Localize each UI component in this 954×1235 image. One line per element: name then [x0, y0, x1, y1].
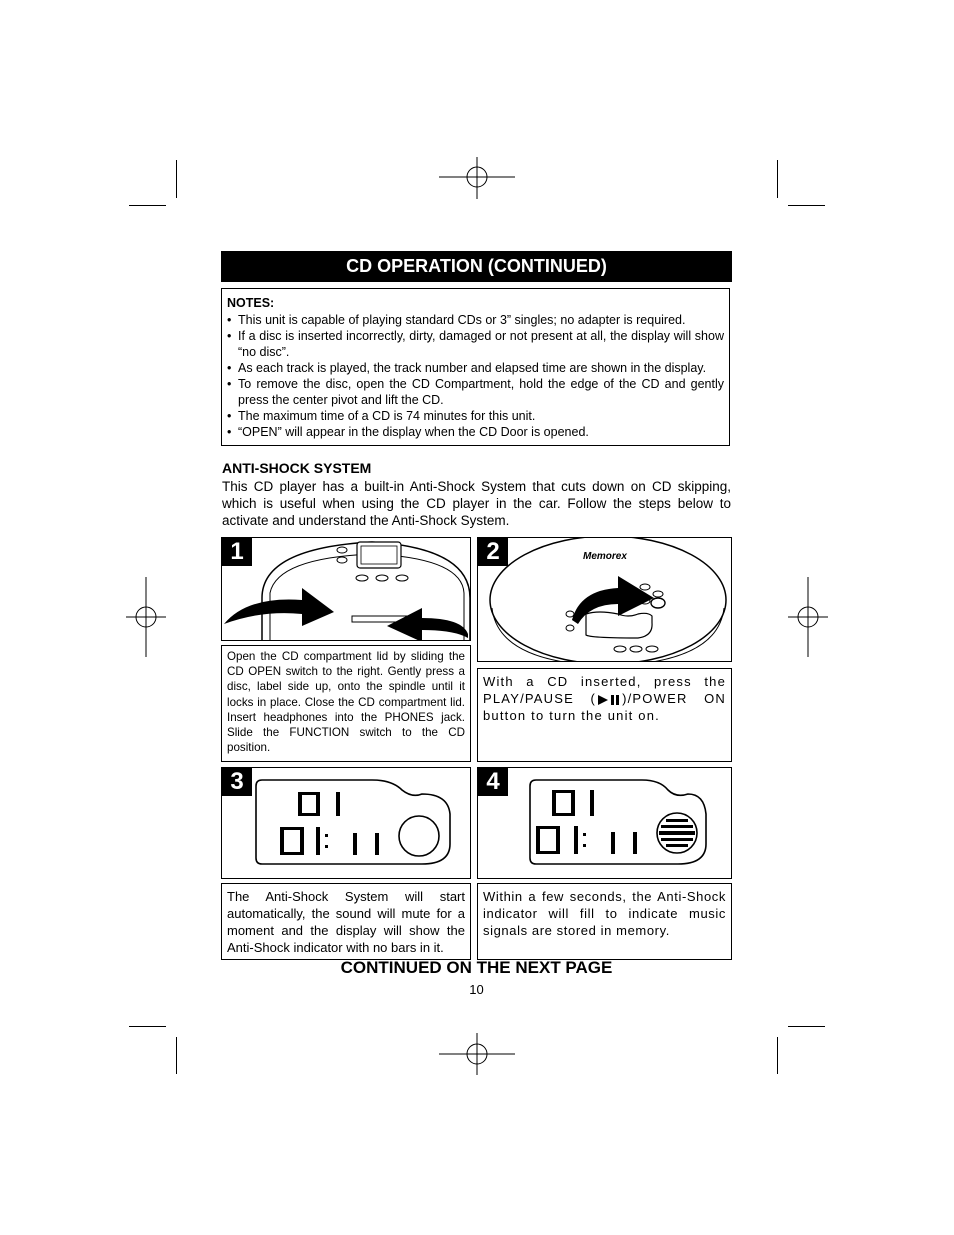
registration-mark-left	[126, 577, 166, 657]
step-2-caption	[477, 668, 732, 762]
page-number: 10	[469, 982, 484, 997]
step-1-caption: Open the CD compartment lid by sliding the CD OPEN switch to the right. Gently press a disc, label side up, onto the spindle until it locks in place. Close the CD compartment lid. Insert headphones into the PHONES jack. Slide the FUNCTION switch to the CD position.	[221, 645, 471, 762]
section-intro: This CD player has a built-in Anti-Shock System that cuts down on CD skipping, which is useful when using the CD player in the car. Follow the steps below to activate and understand the Anti-Shock System.	[222, 479, 731, 528]
lcd-display-illustration	[222, 768, 471, 879]
registration-mark-right	[788, 577, 828, 657]
list-item: • “OPEN” will appear in the display when the CD Door is opened.	[227, 424, 724, 440]
step-4-caption: Within a few seconds, the Anti-Shock indicator will fill to indicate music signals are stored in memory.	[477, 883, 732, 960]
step-2-text-end: )/POWER ON button to turn the unit on.	[483, 691, 727, 723]
notes-box	[221, 288, 730, 446]
list-item: • If a disc is inserted incorrectly, dirty, damaged or not present at all, the display will show “no disc”.	[227, 328, 724, 360]
cd-player-top-illustration	[478, 538, 732, 662]
step-2-text-start: With a CD inserted, press the PLAY/PAUSE (	[483, 674, 726, 706]
list-item: • This unit is capable of playing standard CDs or 3” singles; no adapter is required.	[227, 312, 724, 328]
section-heading: ANTI-SHOCK SYSTEM	[222, 460, 372, 476]
step-number-badge: 1	[222, 538, 252, 566]
notes-heading: NOTES:	[227, 296, 275, 310]
step-4-illustration	[477, 767, 732, 879]
registration-mark-bottom	[437, 1033, 517, 1075]
step-3-illustration	[221, 767, 471, 879]
cd-player-open-illustration	[222, 538, 471, 641]
step-2-illustration	[477, 537, 732, 662]
brand-logo: Memorex	[583, 551, 627, 562]
list-item: • As each track is played, the track number and elapsed time are shown in the display.	[227, 360, 724, 376]
lcd-display-illustration	[478, 768, 732, 879]
registration-mark-top	[437, 157, 517, 199]
notes-list	[227, 312, 724, 440]
step-3-caption: The Anti-Shock System will start automatically, the sound will mute for a moment and the display will show the Anti-Shock indicator with no bars in it.	[221, 883, 471, 960]
list-item: • The maximum time of a CD is 74 minutes for this unit.	[227, 408, 724, 424]
page-title: CD OPERATION (CONTINUED)	[221, 251, 732, 282]
list-item: • To remove the disc, open the CD Compartment, hold the edge of the CD and gently press the center pivot and lift the CD.	[227, 376, 724, 408]
step-number-badge: 2	[478, 538, 508, 566]
anti-shock-indicator-filled-icon	[657, 813, 697, 853]
play-pause-icon	[596, 694, 622, 706]
continued-notice: CONTINUED ON THE NEXT PAGE	[340, 958, 613, 977]
step-number-badge: 4	[478, 768, 508, 796]
step-number-badge: 3	[222, 768, 252, 796]
step-1-illustration	[221, 537, 471, 641]
